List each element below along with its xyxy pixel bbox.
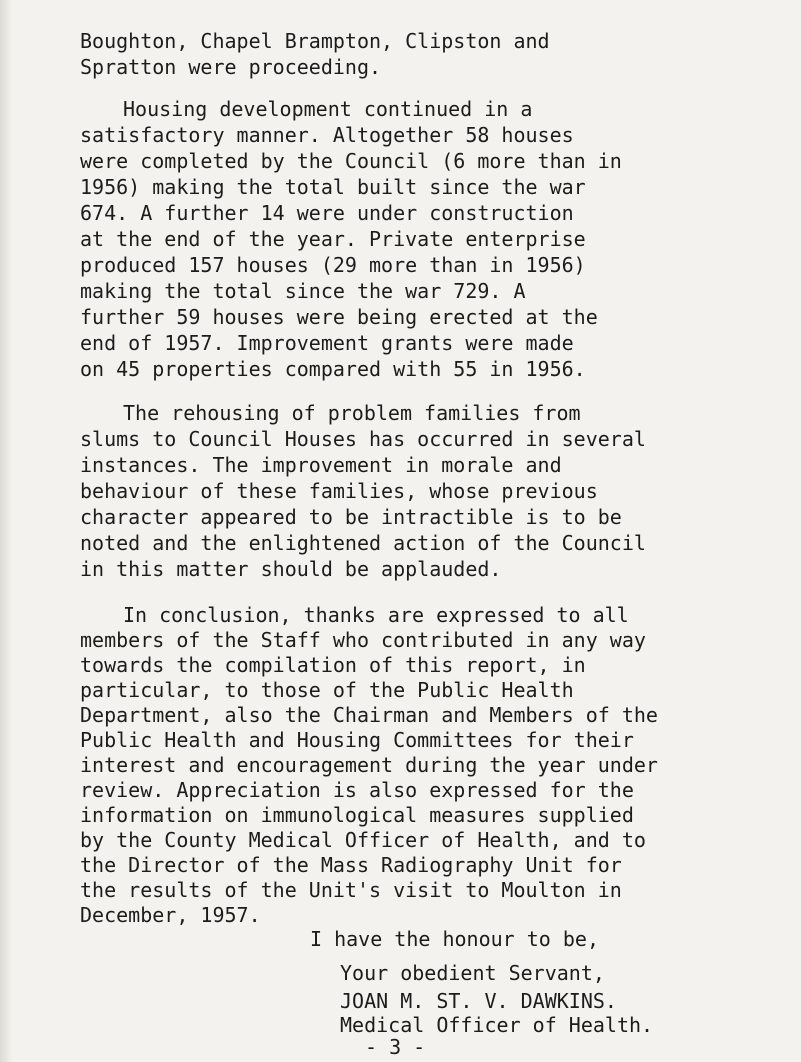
housing-line-5: 674. A further 14 were under construction — [80, 201, 574, 225]
rehousing-line-1: The rehousing of problem families from — [123, 401, 581, 425]
rehousing-line-3: instances. The improvement in morale and — [80, 453, 562, 477]
rehousing-line-7: in this matter should be applauded. — [80, 557, 502, 581]
conclusion-line-9: information on immunological measures supplied — [80, 803, 634, 827]
housing-line-11: on 45 properties compared with 55 in 1956. — [80, 357, 586, 381]
page-edge-shadow — [0, 0, 12, 1062]
housing-line-9: further 59 houses were being erected at the — [80, 305, 598, 329]
closing-line: I have the honour to be, — [310, 927, 599, 951]
rehousing-line-6: noted and the enlightened action of the Council — [80, 531, 646, 555]
conclusion-line-11: the Director of the Mass Radiography Unit for — [80, 853, 622, 877]
housing-line-8: making the total since the war 729. A — [80, 279, 526, 303]
rehousing-line-5: character appeared to be intractible is to be — [80, 505, 622, 529]
conclusion-line-7: interest and encouragement during the year under — [80, 753, 658, 777]
housing-line-4: 1956) making the total built since the war — [80, 175, 586, 199]
salutation-line: Your obedient Servant, — [340, 961, 605, 985]
intro-line-1: Boughton, Chapel Brampton, Clipston and — [80, 29, 550, 53]
rehousing-line-4: behaviour of these families, whose previous — [80, 479, 598, 503]
signature-title: Medical Officer of Health. — [340, 1013, 654, 1037]
conclusion-line-13: December, 1957. — [80, 903, 261, 927]
page-number: - 3 - — [365, 1035, 426, 1059]
housing-line-7: produced 157 houses (29 more than in 1956) — [80, 253, 586, 277]
intro-line-2: Spratton were proceeding. — [80, 55, 382, 79]
conclusion-line-3: towards the compilation of this report, in — [80, 653, 586, 677]
conclusion-line-2: members of the Staff who contributed in any way — [80, 628, 646, 652]
housing-line-1: Housing development continued in a — [123, 97, 533, 121]
conclusion-line-1: In conclusion, thanks are expressed to all — [123, 603, 629, 627]
signature-name: JOAN M. ST. V. DAWKINS. — [340, 989, 617, 1013]
rehousing-line-2: slums to Council Houses has occurred in several — [80, 427, 646, 451]
housing-line-10: end of 1957. Improvement grants were made — [80, 331, 574, 355]
conclusion-line-12: the results of the Unit's visit to Moulton in — [80, 878, 622, 902]
conclusion-line-8: review. Appreciation is also expressed for the — [80, 778, 634, 802]
housing-line-3: were completed by the Council (6 more than in — [80, 149, 622, 173]
housing-line-2: satisfactory manner. Altogether 58 houses — [80, 123, 574, 147]
housing-line-6: at the end of the year. Private enterprise — [80, 227, 586, 251]
conclusion-line-10: by the County Medical Officer of Health, and to — [80, 828, 646, 852]
conclusion-line-5: Department, also the Chairman and Members of the — [80, 703, 658, 727]
conclusion-line-4: particular, to those of the Public Health — [80, 678, 574, 702]
conclusion-line-6: Public Health and Housing Committees for their — [80, 728, 634, 752]
